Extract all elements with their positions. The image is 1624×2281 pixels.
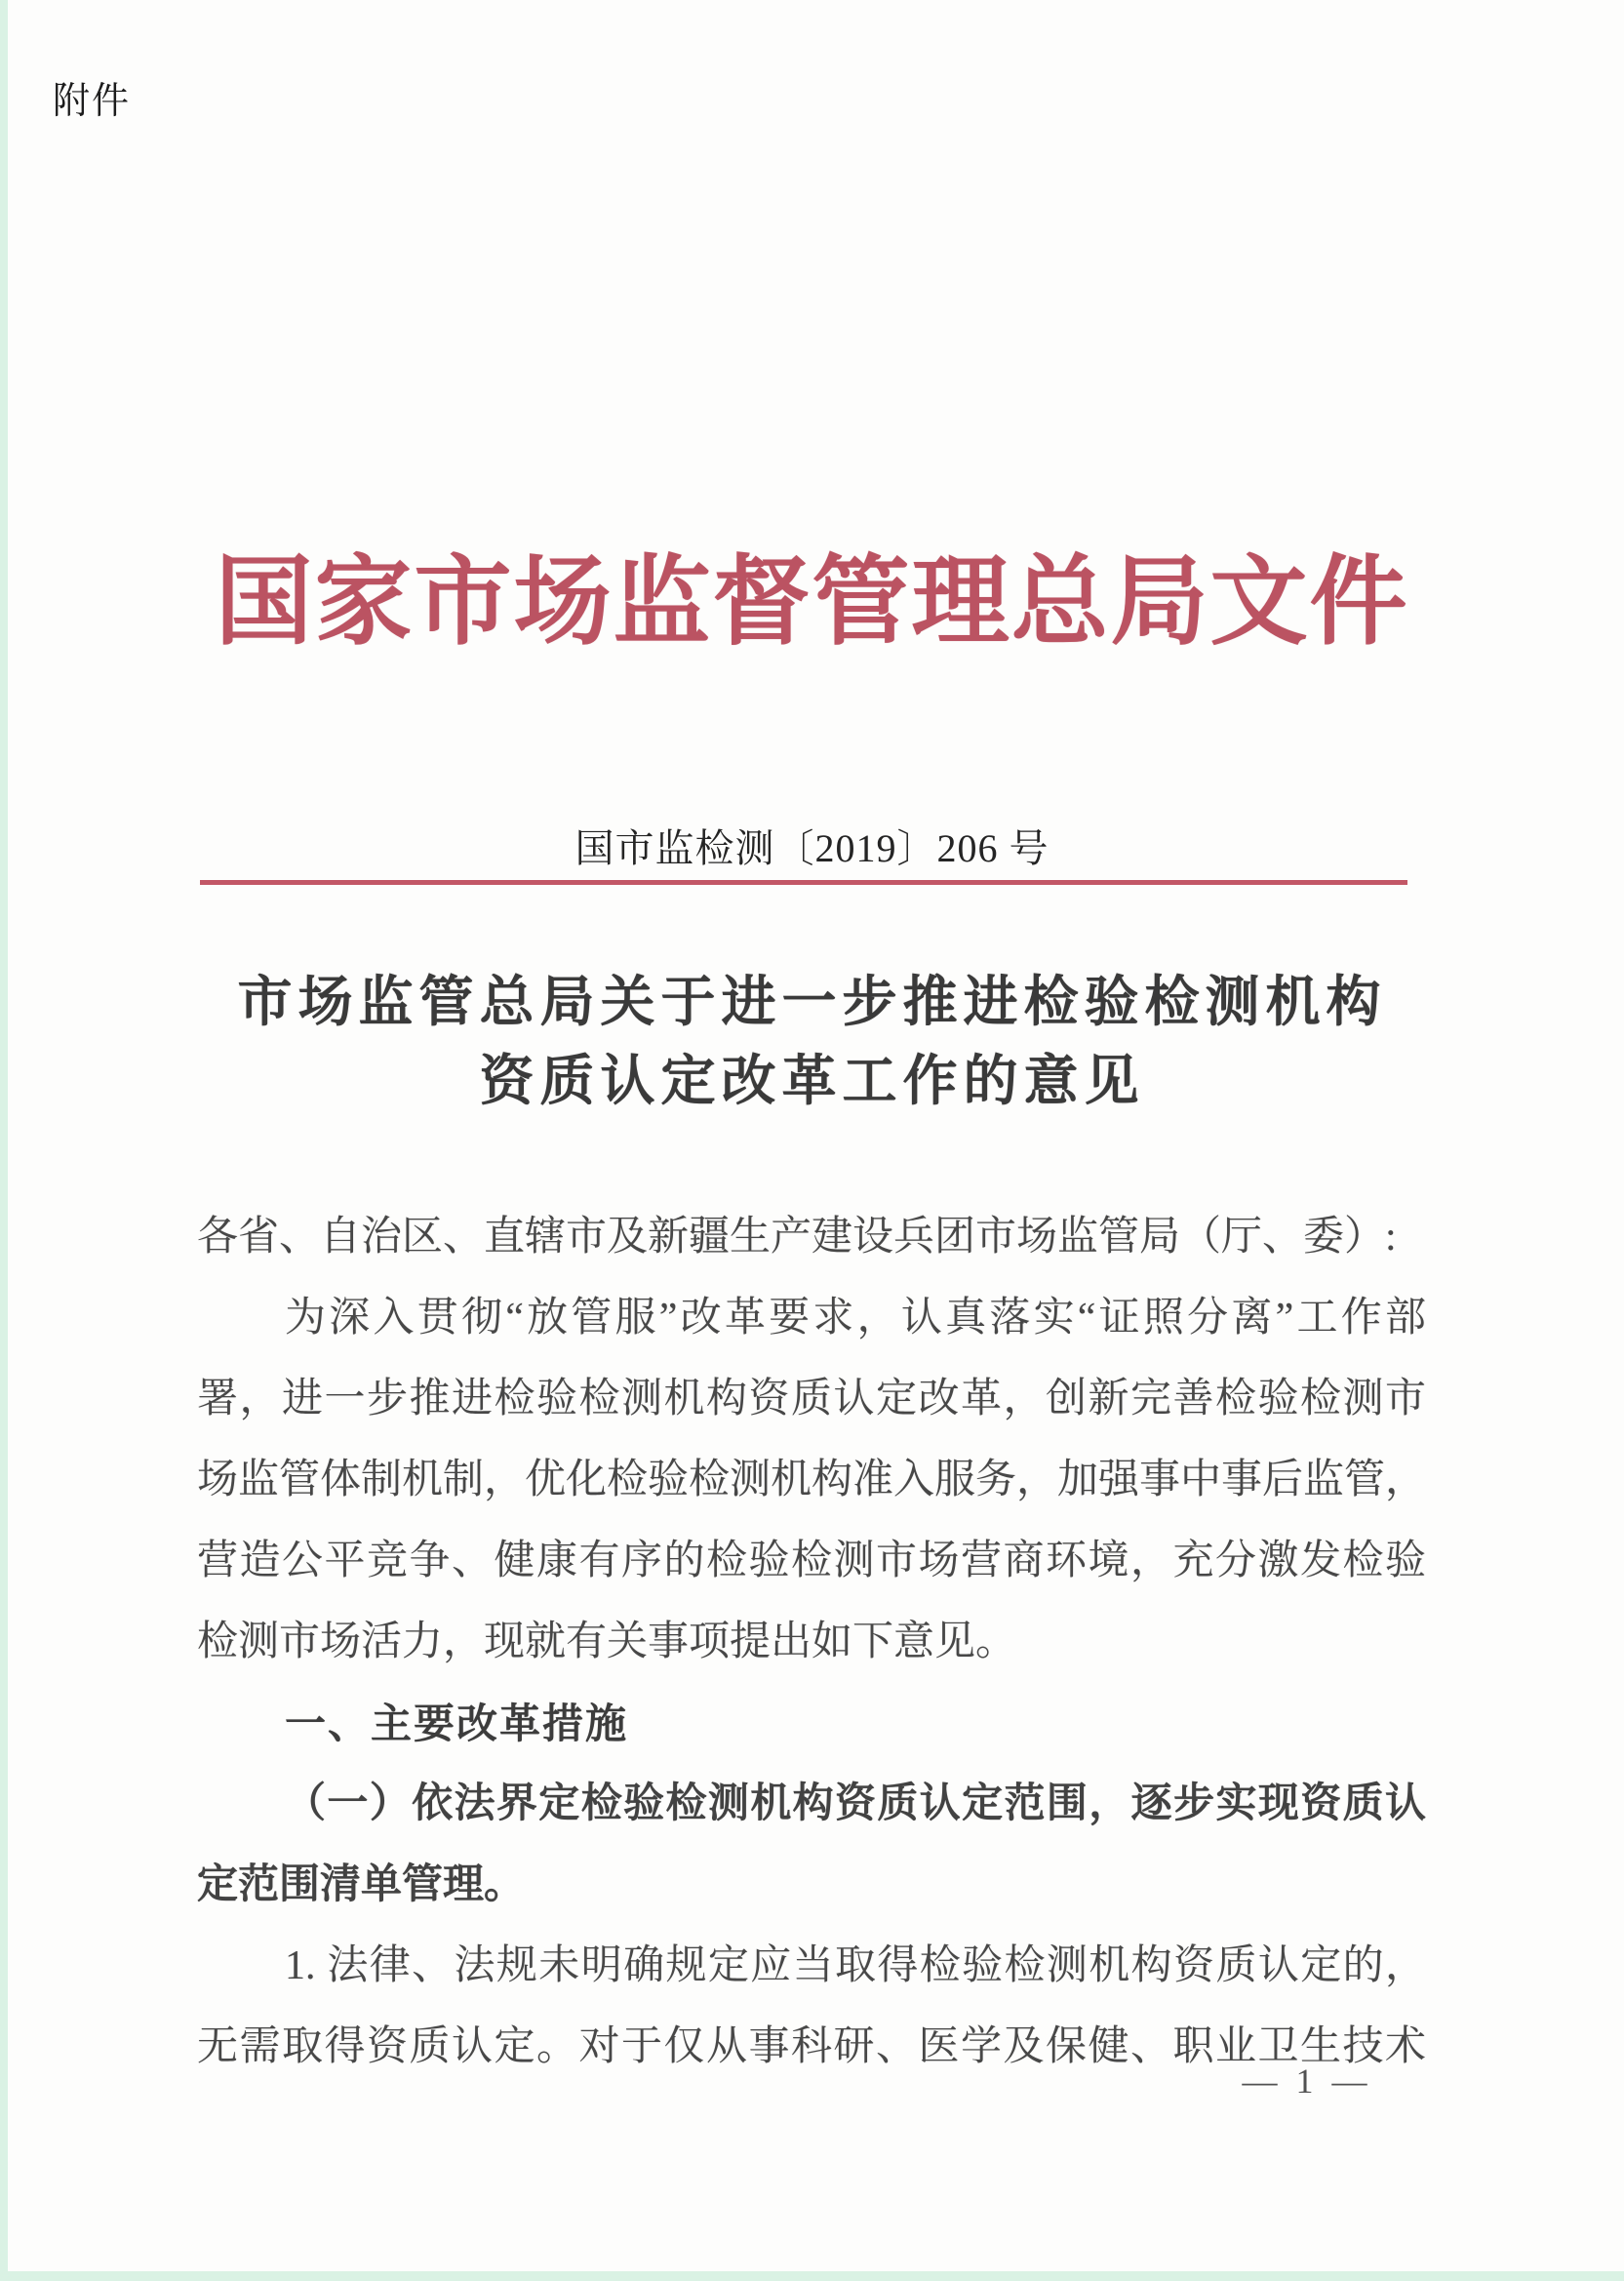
scan-edge-bottom	[0, 2271, 1624, 2281]
body-line: （一）依法界定检验检测机构资质认定范围，逐步实现资质认	[285, 1781, 1426, 1826]
body-line: 无需取得资质认定。对于仅从事科研、医学及保健、职业卫生技术	[197, 2024, 1426, 2069]
body-text	[197, 1197, 1426, 2088]
section-heading: 一、主要改革措施	[285, 1701, 629, 1746]
body-line: 营造公平竞争、健康有序的检验检测市场营商环境，充分激发检验	[197, 1539, 1426, 1583]
body-line: 场监管体制机制，优化检验检测机构准入服务，加强事中事后监管，	[197, 1458, 1427, 1502]
scan-edge-left	[0, 0, 8, 2281]
body-line: 检测市场活力，现就有关事项提出如下意见。	[197, 1620, 1017, 1664]
body-line: 定范围清单管理。	[197, 1862, 526, 1907]
org-title: 国家市场监督管理总局文件	[215, 548, 1409, 657]
body-line: 各省、自治区、直辖市及新疆生产建设兵团市场监管局（厅、委）:	[197, 1215, 1397, 1260]
doc-title	[0, 964, 1624, 1122]
doc-title-line1: 市场监管总局关于进一步推进检验检测机构	[237, 973, 1387, 1033]
red-rule	[200, 880, 1407, 885]
body-line: 1. 法律、法规未明确规定应当取得检验检测机构资质认定的，	[285, 1943, 1426, 1988]
body-line: 为深入贯彻“放管服”改革要求，认真落实“证照分离”工作部	[285, 1296, 1426, 1341]
page-number: — 1 —	[1242, 2061, 1372, 2101]
attachment-label: 附件	[53, 81, 132, 122]
doc-title-line2: 资质认定改革工作的意见	[479, 1052, 1145, 1112]
doc-number: 国市监检测〔2019〕206 号	[574, 826, 1050, 870]
body-line: 署，进一步推进检验检测机构资质认定改革，创新完善检验检测市	[197, 1377, 1426, 1421]
